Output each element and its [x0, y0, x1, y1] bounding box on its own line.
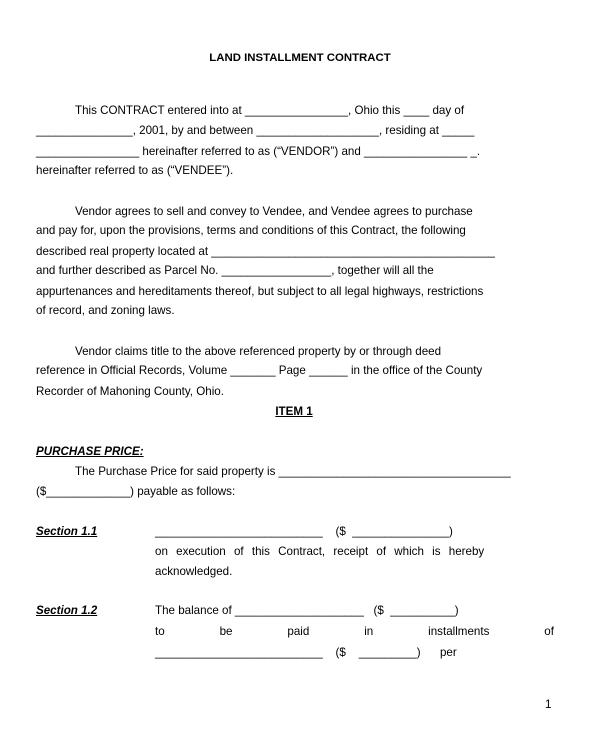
- word: paid: [287, 625, 310, 638]
- p2-line-1: Vendor agrees to sell and convey to Vendee, and Vendee agrees to purchase: [75, 205, 473, 218]
- p2-line-3: described real property located at ____________________________________________: [36, 245, 496, 258]
- section-1-1-line-1: __________________________ ($ _______________): [155, 525, 453, 538]
- p2-line-5: appurtenances and hereditaments thereof, but subject to all legal highways, restrictions: [36, 285, 484, 298]
- p1-line-3: ________________ hereinafter referred to as (“VENDOR”) and ________________ _.: [36, 145, 481, 158]
- section-1-1-label: Section 1.1: [36, 525, 98, 538]
- section-1-1-line-2: on execution of this Contract, receipt of which is hereby: [155, 545, 485, 558]
- page-title: LAND INSTALLMENT CONTRACT: [209, 52, 391, 64]
- purchase-price-heading: PURCHASE PRICE:: [36, 445, 144, 458]
- word: be: [219, 625, 233, 638]
- word: installments: [428, 625, 490, 638]
- word: in: [364, 625, 374, 638]
- p3-line-2: reference in Official Records, Volume _______ Page ______ in the office of the County: [36, 364, 483, 377]
- page-number: 1: [545, 698, 552, 711]
- p1-line-2: _______________, 2001, by and between ___________________, residing at _____: [36, 124, 475, 137]
- purchase-price-line-1: The Purchase Price for said property is ____________________________________: [75, 465, 511, 478]
- section-1-2-line-3: __________________________ ($ _________) per: [155, 646, 457, 659]
- p2-line-6: of record, and zoning laws.: [36, 304, 175, 317]
- p2-line-4: and further described as Parcel No. _________________, together will all the: [36, 264, 434, 277]
- item-heading: ITEM 1: [275, 405, 313, 418]
- p3-line-3: Recorder of Mahoning County, Ohio.: [36, 385, 224, 398]
- p2-line-2: and pay for, upon the provisions, terms and conditions of this Contract, the following: [36, 224, 466, 237]
- word: of: [544, 625, 554, 638]
- purchase-price-line-2: ($_____________) payable as follows:: [36, 485, 236, 498]
- p1-line-4: hereinafter referred to as (“VENDEE”).: [36, 164, 234, 177]
- section-1-2-line-1: The balance of ____________________ ($ __________): [155, 604, 459, 617]
- p3-line-1: Vendor claims title to the above referenced property by or through deed: [75, 345, 442, 358]
- section-1-2-line-2: [155, 625, 554, 639]
- section-1-1-line-3: acknowledged.: [155, 565, 233, 578]
- word: to: [155, 625, 165, 638]
- section-1-2-label: Section 1.2: [36, 604, 98, 617]
- p1-line-1: This CONTRACT entered into at ________________, Ohio this ____ day of: [75, 104, 465, 117]
